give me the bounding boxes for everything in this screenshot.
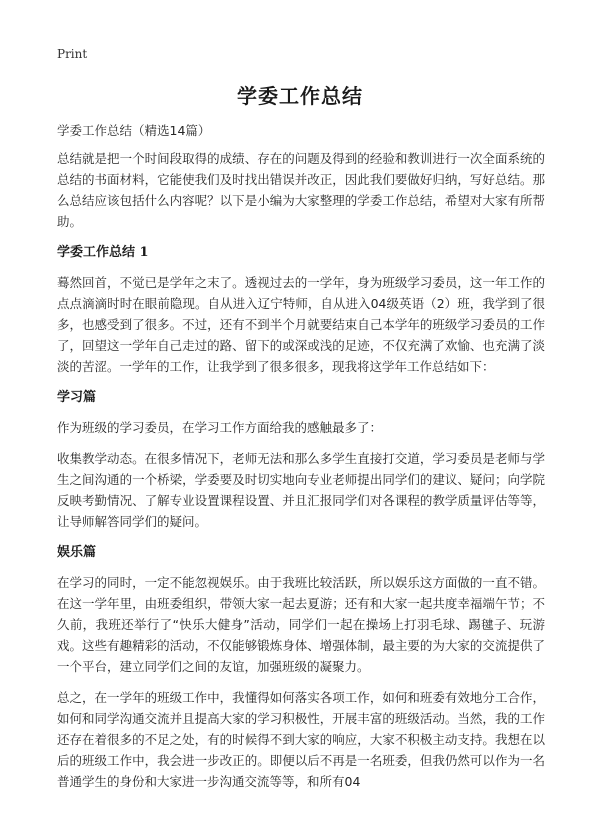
summary-paragraph: 总之，在一学年的班级工作中，我懂得如何落实各项工作，如何和班委有效地分工合作，如何和同学沟通交流并且提高大家的学习积极性，开展丰富的班级活动。当然，我的工作还存在着很多的不足之处，有的时候得不到大家的响应，大家不积极主动支持。我想在以后的班级工作中，我会进一步改正的。即便以后不再是一名班委，但我仍然可以作为一名普通学生的身份和大家进一步沟通交流等等，和所有04 <box>57 690 545 789</box>
print-link[interactable]: Print <box>57 47 88 61</box>
page-title: 学委工作总结 <box>237 84 363 108</box>
study-paragraph-1: 作为班级的学习委员，在学习工作方面给我的感触最多了： <box>57 420 383 435</box>
article-subtitle: 学委工作总结（精选14篇） <box>57 123 211 138</box>
intro-paragraph: 总结就是把一个时间段取得的成绩、存在的问题及得到的经验和教训进行一次全面系统的总结的书面材料，它能使我们及时找出错误并改正，因此我们要做好归纳，写好总结。那么总结应该包括什么内容呢？以下是小编为大家整理的学委工作总结，希望对大家有所帮助。 <box>57 151 545 229</box>
study-section-heading: 学习篇 <box>57 390 97 405</box>
article-body <box>57 120 545 802</box>
fun-paragraph: 在学习的同时，一定不能忽视娱乐。由于我班比较活跃，所以娱乐这方面做的一直不错。在这一学年里，由班委组织，带领大家一起去夏游；还有和大家一起共度幸福端午节；不久前，我班还举行了“快乐大健身”活动，同学们一起在操场上打羽毛球、踢毽子、玩游戏。这些有趣精彩的活动，不仅能够锻炼身体、增强体制，最主要的为大家的交流提供了一个平台，建立同学们之间的友谊，加强班级的凝聚力。 <box>57 575 545 674</box>
section-1-paragraph: 蓦然回首，不觉已是学年之末了。透视过去的一学年，身为班级学习委员，这一年工作的点点滴滴时时在眼前隐现。自从进入辽宁特师，自从进入04级英语（2）班，我学到了很多，也感受到了很多。不过，还有不到半个月就要结束自己本学年的班级学习委员的工作了，回望这一学年自己走过的路、留下的或深或浅的足迹，不仅充满了欢愉、也充满了淡淡的苦涩。一学年的工作，让我学到了很多很多，现我将这学年工作总结如下： <box>57 275 545 374</box>
section-heading-1: 学委工作总结 1 <box>57 245 149 260</box>
study-paragraph-2: 收集教学动态。在很多情况下，老师无法和那么多学生直接打交道，学习委员是老师与学生之间沟通的一个桥梁，学委要及时切实地向专业老师提出同学们的建议、疑问；向学院反映考勤情况、了解专业设置课程设置、并且汇报同学们对各课程的教学质量评估等等，让导师解答同学们的疑问。 <box>57 451 545 529</box>
fun-section-heading: 娱乐篇 <box>57 545 97 560</box>
